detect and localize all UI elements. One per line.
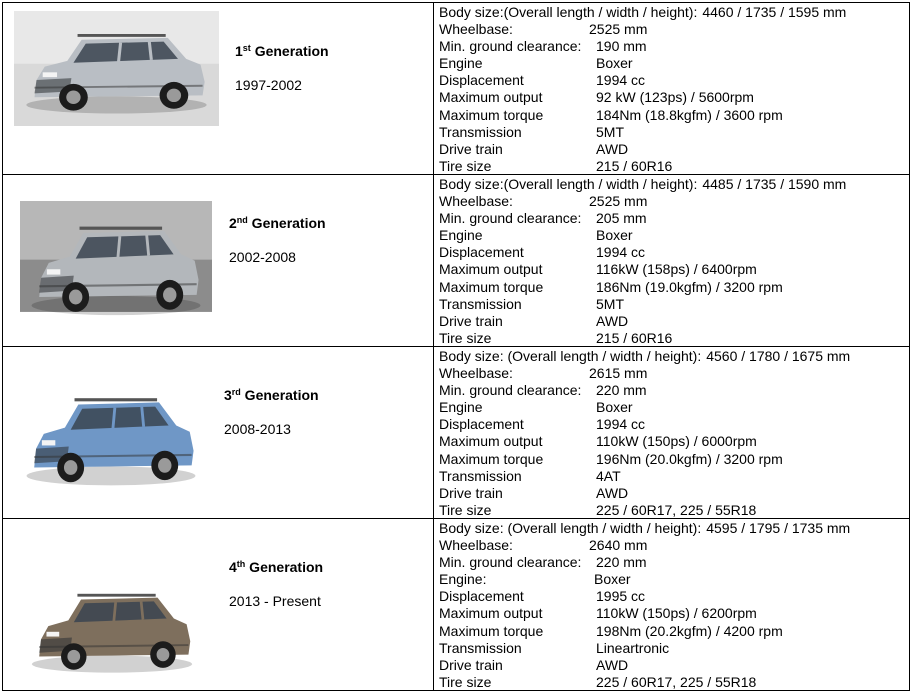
spec-row <box>439 330 909 347</box>
generation-ordinal-suffix: nd <box>236 215 248 225</box>
spec-value: Lineartronic <box>596 639 670 656</box>
generation-overview-cell <box>3 3 434 174</box>
spec-value: 5MT <box>596 123 624 140</box>
spec-value: Boxer <box>596 55 633 72</box>
spec-row <box>439 141 909 158</box>
spec-row <box>439 623 909 640</box>
spec-label: Engine <box>439 399 483 416</box>
spec-value: 186Nm (19.0kgfm) / 3200 rpm <box>596 278 783 295</box>
car-photo <box>14 11 219 126</box>
generation-number: 4 <box>229 559 237 575</box>
spec-row <box>439 313 909 330</box>
spec-label: Displacement <box>439 588 524 605</box>
generation-title-text: Generation <box>240 387 319 403</box>
spec-value: 110kW (150ps) / 6000rpm <box>596 433 757 450</box>
spec-label: Displacement <box>439 72 524 89</box>
generation-years: 1997-2002 <box>235 77 302 93</box>
spec-label: Wheelbase: <box>439 365 513 382</box>
spec-label: Min. ground clearance: <box>439 382 582 399</box>
generation-title <box>235 43 329 59</box>
spec-value: Boxer <box>596 399 633 416</box>
spec-label: Tire size <box>439 329 492 346</box>
spec-row <box>439 451 909 468</box>
spec-row <box>439 640 909 657</box>
spec-value: Boxer <box>594 571 631 588</box>
generation-overview-cell <box>3 175 434 346</box>
spec-label: Maximum output <box>439 433 543 450</box>
generation-ordinal-suffix: rd <box>231 387 241 397</box>
spec-value: 2525 mm <box>589 21 648 38</box>
spec-row <box>439 261 909 278</box>
spec-label: Body size:(Overall length / width / height): <box>439 4 698 20</box>
spec-row <box>439 89 909 106</box>
spec-row <box>439 244 909 261</box>
spec-list <box>439 348 909 519</box>
generation-years: 2008-2013 <box>224 421 291 437</box>
spec-row <box>439 210 909 227</box>
car-photo <box>21 571 203 685</box>
generation-ordinal-suffix: th <box>236 559 246 569</box>
spec-label: Wheelbase: <box>439 21 513 38</box>
spec-row <box>439 193 909 210</box>
spec-row <box>439 537 909 554</box>
spec-value: 4460 / 1735 / 1595 mm <box>702 4 847 20</box>
spec-value: 225 / 60R17, 225 / 55R18 <box>596 501 757 518</box>
spec-label: Tire size <box>439 501 492 518</box>
spec-body-size <box>439 520 909 537</box>
spec-label: Maximum output <box>439 605 543 622</box>
spec-label: Body size: (Overall length / width / height): <box>439 348 702 364</box>
spec-label: Body size:(Overall length / width / height): <box>439 176 698 192</box>
spec-label: Drive train <box>439 484 503 501</box>
generation-overview-cell <box>3 519 434 690</box>
spec-value: 215 / 60R16 <box>596 157 673 174</box>
spec-label: Maximum output <box>439 89 543 106</box>
spec-value: 4AT <box>596 467 621 484</box>
spec-value: 116kW (158ps) / 6400rpm <box>596 261 757 278</box>
spec-value: 220 mm <box>596 382 647 399</box>
generation-title <box>224 387 319 403</box>
spec-label: Body size: (Overall length / width / height): <box>439 520 702 536</box>
spec-row <box>439 21 909 38</box>
spec-row <box>439 72 909 89</box>
spec-row <box>439 588 909 605</box>
spec-value: 1994 cc <box>596 72 646 89</box>
spec-label: Transmission <box>439 295 522 312</box>
spec-value: Boxer <box>596 227 633 244</box>
spec-row <box>439 485 909 502</box>
generation-number: 3 <box>224 387 232 403</box>
spec-label: Engine: <box>439 571 487 588</box>
spec-label: Min. ground clearance: <box>439 210 582 227</box>
car-photo <box>15 373 207 499</box>
spec-list <box>439 520 909 691</box>
spec-body-size <box>439 348 909 365</box>
generation-years: 2002-2008 <box>229 249 296 265</box>
spec-value: 5MT <box>596 295 624 312</box>
spec-value: 215 / 60R16 <box>596 329 673 346</box>
spec-label: Maximum torque <box>439 278 544 295</box>
spec-value: AWD <box>596 312 629 329</box>
spec-value: 2615 mm <box>589 365 648 382</box>
spec-value: 1995 cc <box>596 588 646 605</box>
spec-row <box>439 107 909 124</box>
spec-label: Maximum output <box>439 261 543 278</box>
spec-label: Min. ground clearance: <box>439 554 582 571</box>
spec-label: Drive train <box>439 656 503 673</box>
spec-value: 4595 / 1795 / 1735 mm <box>706 520 851 536</box>
spec-row <box>439 502 909 519</box>
generation-ordinal-suffix: st <box>242 43 251 53</box>
spec-row <box>439 468 909 485</box>
spec-body-size <box>439 4 909 21</box>
spec-label: Maximum torque <box>439 622 544 639</box>
spec-list <box>439 176 909 347</box>
spec-value: 198Nm (20.2kgfm) / 4200 rpm <box>596 622 783 639</box>
spec-value: 92 kW (123ps) / 5600rpm <box>596 89 754 106</box>
spec-label: Maximum torque <box>439 106 544 123</box>
generation-number: 2 <box>229 215 237 231</box>
spec-row <box>439 657 909 674</box>
spec-value: AWD <box>596 140 629 157</box>
spec-label: Wheelbase: <box>439 193 513 210</box>
spec-value: 4485 / 1735 / 1590 mm <box>702 176 847 192</box>
spec-value: 2525 mm <box>589 193 648 210</box>
spec-value: 110kW (150ps) / 6200rpm <box>596 605 757 622</box>
generation-row <box>2 346 910 518</box>
generation-title-text: Generation <box>247 215 326 231</box>
spec-label: Maximum torque <box>439 450 544 467</box>
spec-value: 184Nm (18.8kgfm) / 3600 rpm <box>596 106 783 123</box>
spec-row <box>439 279 909 296</box>
spec-row <box>439 124 909 141</box>
spec-value: AWD <box>596 656 629 673</box>
spec-row <box>439 296 909 313</box>
spec-label: Transmission <box>439 639 522 656</box>
spec-row <box>439 433 909 450</box>
spec-body-size <box>439 176 909 193</box>
spec-value: 2640 mm <box>589 537 648 554</box>
generation-years: 2013 - Present <box>229 593 321 609</box>
spec-label: Wheelbase: <box>439 537 513 554</box>
spec-row <box>439 38 909 55</box>
spec-label: Displacement <box>439 244 524 261</box>
spec-label: Drive train <box>439 312 503 329</box>
spec-label: Tire size <box>439 157 492 174</box>
spec-value: 4560 / 1780 / 1675 mm <box>706 348 851 364</box>
generation-title-text: Generation <box>245 559 324 575</box>
spec-row <box>439 416 909 433</box>
generation-overview-cell <box>3 347 434 518</box>
spec-label: Min. ground clearance: <box>439 38 582 55</box>
spec-row <box>439 55 909 72</box>
spec-label: Engine <box>439 55 483 72</box>
spec-row <box>439 605 909 622</box>
spec-row <box>439 365 909 382</box>
spec-value: 1994 cc <box>596 416 646 433</box>
generation-title-text: Generation <box>250 43 329 59</box>
generation-row <box>2 174 910 346</box>
spec-label: Transmission <box>439 467 522 484</box>
spec-row <box>439 227 909 244</box>
spec-row <box>439 571 909 588</box>
spec-value: 225 / 60R17, 225 / 55R18 <box>596 673 757 690</box>
spec-value: 190 mm <box>596 38 647 55</box>
generation-title <box>229 559 323 575</box>
spec-value: 1994 cc <box>596 244 646 261</box>
generations-table <box>2 2 910 692</box>
generation-row <box>2 518 910 691</box>
car-photo <box>20 201 212 329</box>
spec-row <box>439 382 909 399</box>
spec-value: 205 mm <box>596 210 647 227</box>
spec-label: Engine <box>439 227 483 244</box>
generation-row <box>2 2 910 174</box>
spec-list <box>439 4 909 175</box>
spec-value: AWD <box>596 484 629 501</box>
spec-value: 220 mm <box>596 554 647 571</box>
spec-row <box>439 674 909 691</box>
spec-label: Transmission <box>439 123 522 140</box>
spec-row <box>439 554 909 571</box>
spec-row <box>439 399 909 416</box>
generation-number: 1 <box>235 43 243 59</box>
spec-row <box>439 158 909 175</box>
spec-label: Displacement <box>439 416 524 433</box>
spec-label: Tire size <box>439 673 492 690</box>
spec-value: 196Nm (20.0kgfm) / 3200 rpm <box>596 450 783 467</box>
generation-title <box>229 215 326 231</box>
spec-label: Drive train <box>439 140 503 157</box>
